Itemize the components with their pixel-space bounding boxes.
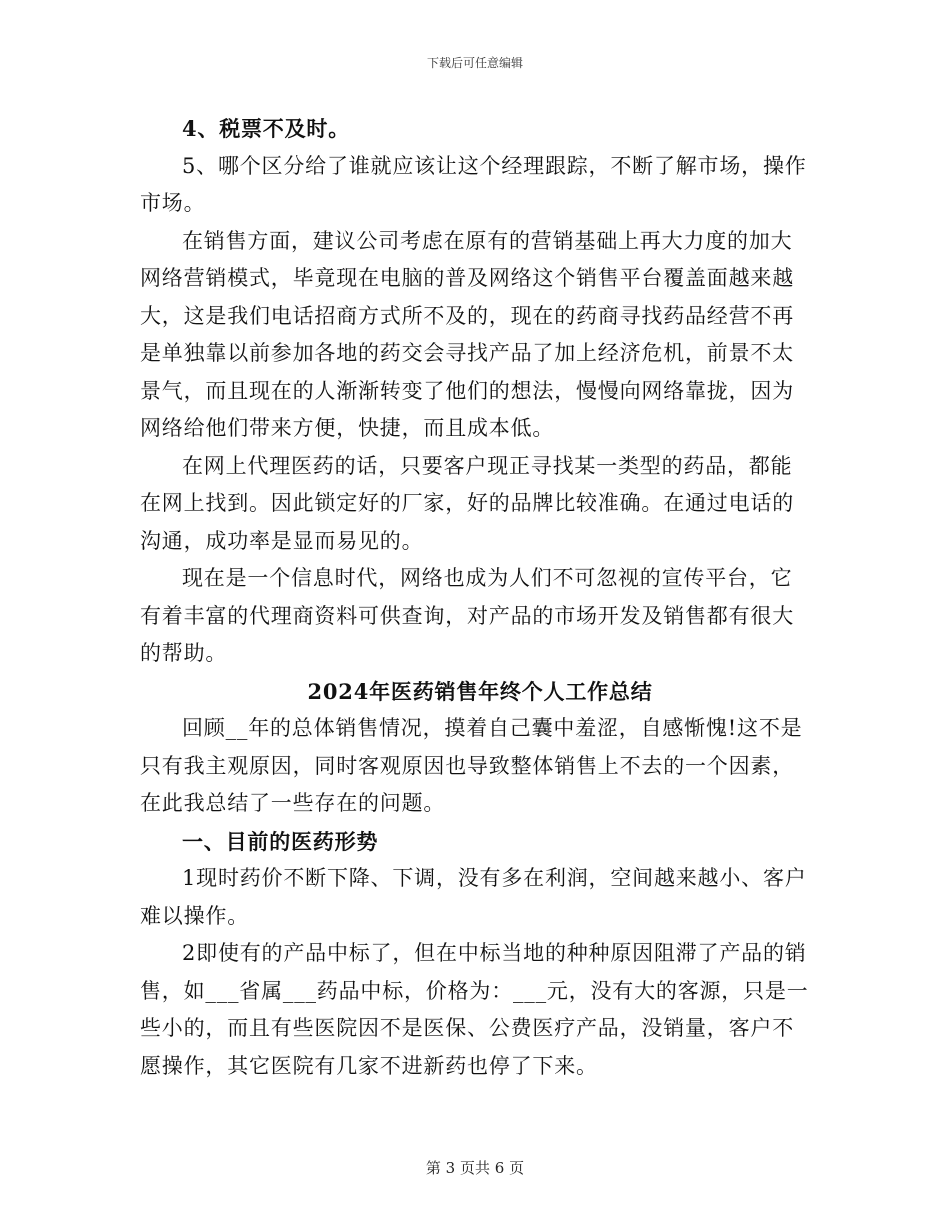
- text-line: 在网上代理医药的话，只要客户现正寻找某一类型的药品，都能: [182, 453, 793, 478]
- paragraph: [140, 448, 820, 561]
- paragraph: [140, 860, 820, 935]
- text-line: 1现时药价不断下降、下调，没有多在利润，空间越来越小、客户: [182, 866, 807, 890]
- page-header: 下载后可任意编辑: [426, 56, 523, 70]
- text-line: 有着丰富的代理商资料可供查询，对产品的市场开发及销售都有很大: [140, 603, 794, 628]
- text-line: 5、哪个区分给了谁就应该让这个经理跟踪，不断了解市场，操作: [182, 153, 807, 178]
- text-line: 景气，而且现在的人渐渐转变了他们的想法，慢慢向网络靠拢，因为: [140, 378, 794, 403]
- text-line: 只有我主观原因，同时客观原因也导致整体销售上不去的一个因素，: [140, 753, 794, 778]
- paragraph: [140, 223, 820, 448]
- text-line: 一、目前的医药形势: [182, 828, 379, 854]
- document-body: [140, 110, 820, 1085]
- text-line: 愿操作，其它医院有几家不进新药也停了下来。: [140, 1053, 598, 1078]
- paragraph: [140, 560, 820, 673]
- text-line: 在网上找到。因此锁定好的厂家，好的品牌比较准确。在通过电话的: [140, 491, 794, 515]
- text-line: 些小的，而且有些医院因不是医保、公费医疗产品，没销量，客户不: [140, 1016, 794, 1040]
- text-line: 4、税票不及时。: [182, 116, 351, 141]
- text-line: 2即使有的产品中标了，但在中标当地的种种原因阻滞了产品的销: [182, 941, 807, 965]
- paragraph: [140, 935, 820, 1085]
- text-line: 在销售方面，建议公司考虑在原有的营销基础上再大力度的加大: [182, 228, 793, 253]
- text-line: 的帮助。: [140, 641, 228, 665]
- paragraph: [140, 148, 820, 223]
- text-line: 是单独靠以前参加各地的药交会寻找产品了加上经济危机，前景不太: [140, 341, 794, 365]
- paragraph-tax-invoice: [140, 110, 820, 148]
- text-line: 售，如___省属___药品中标，价格为：___元，没有大的客源，只是一: [140, 978, 809, 1003]
- text-line: 现在是一个信息时代，网络也成为人们不可忽视的宣传平台，它: [182, 566, 793, 590]
- subheading-medical-situation: [140, 823, 820, 861]
- text-line: 难以操作。: [140, 903, 249, 928]
- text-line: 大，这是我们电话招商方式所不及的，现在的药商寻找药品经营不再: [140, 303, 794, 328]
- text-line: 沟通，成功率是显而易见的。: [140, 528, 424, 553]
- section-title: [140, 673, 820, 711]
- text-line: 网络营销模式，毕竟现在电脑的普及网络这个销售平台覆盖面越来越: [140, 266, 794, 290]
- text-line: 回顾__年的总体销售情况，摸着自己囊中羞涩，自感惭愧!这不是: [182, 716, 803, 740]
- text-line: 网络给他们带来方便，快捷，而且成本低。: [140, 416, 555, 440]
- text-line: 市场。: [140, 191, 206, 215]
- paragraph: [140, 710, 820, 823]
- text-line: 在此我总结了一些存在的问题。: [140, 791, 446, 815]
- page-footer: 第 3 页共 6 页: [425, 1159, 525, 1177]
- title-line: 2024年医药销售年终个人工作总结: [307, 678, 653, 704]
